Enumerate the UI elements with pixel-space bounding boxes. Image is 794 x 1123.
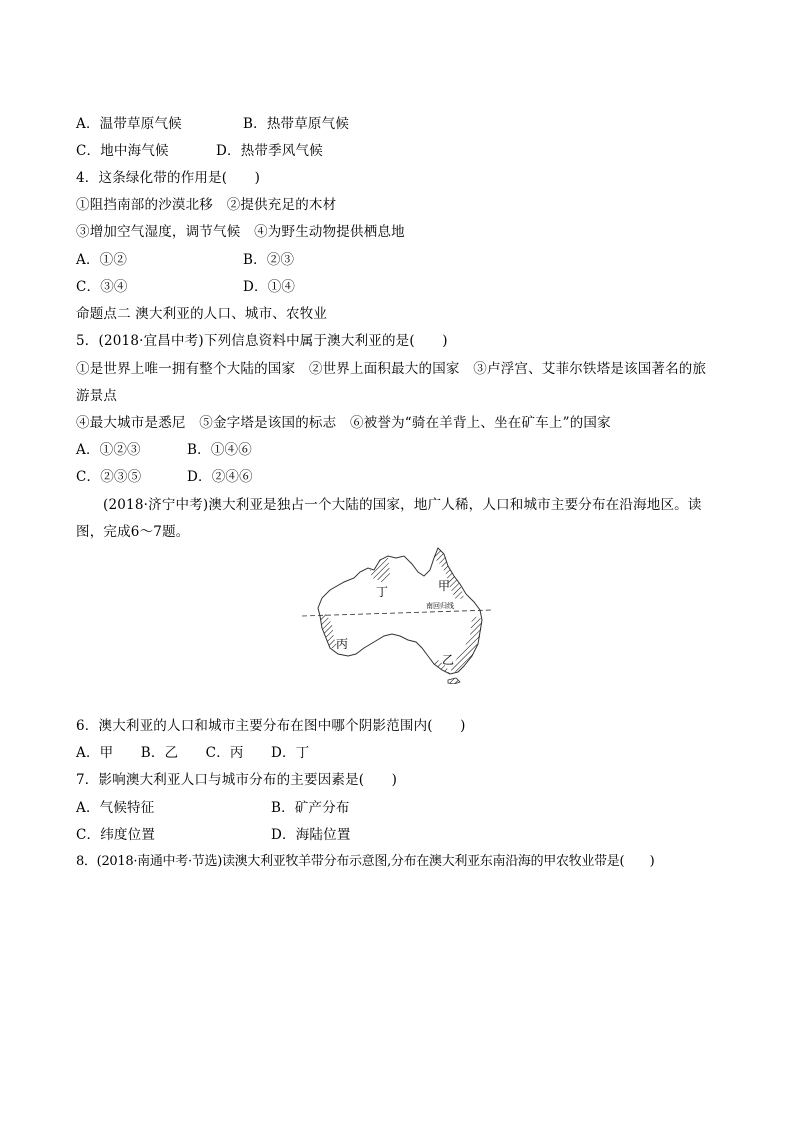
- q5-option-d[interactable]: D．②④⑥: [187, 469, 253, 485]
- section2-title: 命题点二 澳大利亚的人口、城市、农牧业: [76, 306, 328, 322]
- q3-option-b[interactable]: B．热带草原气候: [243, 116, 350, 132]
- q4-option-a[interactable]: A．①②: [76, 252, 128, 268]
- q7-stem: 7．影响澳大利亚人口与城市分布的主要因素是( ): [76, 772, 398, 788]
- q5-options-row2: [76, 468, 253, 486]
- q6-options[interactable]: A．甲 B．乙 C．丙 D．丁: [76, 745, 310, 761]
- tasmania-outline: [448, 678, 460, 684]
- q6-stem: 6．澳大利亚的人口和城市主要分布在图中哪个阴影范围内( ): [76, 718, 466, 734]
- label-ding: 丁: [376, 585, 389, 599]
- q4-option-b[interactable]: B．②③: [243, 252, 295, 268]
- q3-option-c[interactable]: C．地中海气候: [76, 143, 169, 159]
- q7-options-row1: [76, 799, 350, 817]
- q7-options-row2: [76, 826, 351, 844]
- q5-option-b[interactable]: B．①④⑥: [187, 442, 252, 458]
- label-jia: 甲: [438, 579, 451, 593]
- q4-statements-2: ③增加空气湿度，调节气候 ④为野生动物提供栖息地: [76, 224, 405, 240]
- q5-stem: 5．(2018·宜昌中考)下列信息资料中属于澳大利亚的是( ): [76, 333, 448, 349]
- intro-6-7-line1: (2018·济宁中考)澳大利亚是独占一个大陆的国家，地广人稀，人口和城市主要分布在沿海地区。读: [103, 497, 702, 513]
- q4-options-row2: [76, 278, 296, 296]
- label-tropic: 南回归线: [426, 602, 454, 610]
- label-bing: 丙: [336, 637, 349, 651]
- q5-statements-2: ④最大城市是悉尼 ⑤金字塔是该国的标志 ⑥被誉为“骑在羊背上、坐在矿车上”的国家: [76, 415, 611, 431]
- q3-option-d[interactable]: D．热带季风气候: [216, 143, 323, 159]
- q7-option-c[interactable]: C．纬度位置: [76, 827, 156, 843]
- q4-options-row1: [76, 251, 295, 269]
- q4-stem: 4．这条绿化带的作用是( ): [76, 170, 261, 186]
- q7-option-d[interactable]: D．海陆位置: [271, 827, 351, 843]
- q5-statements-1: ①是世界上唯一拥有整个大陆的国家 ②世界上面积最大的国家 ③卢浮宫、艾菲尔铁塔是该国著名的旅: [76, 361, 707, 377]
- australia-map: [300, 544, 492, 684]
- q4-statements-1: ①阻挡南部的沙漠北移 ②提供充足的木材: [76, 197, 337, 213]
- q3-options-row2: [76, 142, 323, 160]
- q5-statements-1-cont: 游景点: [76, 388, 118, 404]
- label-yi: 乙: [442, 653, 455, 667]
- q4-option-d[interactable]: D．①④: [243, 279, 296, 295]
- q8-stem: 8．(2018·南通中考·节选)读澳大利亚牧羊带分布示意图,分布在澳大利亚东南沿海的甲农牧业带是( ): [76, 854, 655, 869]
- q5-options-row1: [76, 441, 252, 459]
- q3-option-a[interactable]: A．温带草原气候: [76, 116, 182, 132]
- q3-options-row1: [76, 115, 350, 133]
- q7-option-a[interactable]: A．气候特征: [76, 800, 155, 816]
- australia-map-svg: [300, 544, 492, 684]
- intro-6-7-line2: 图，完成6～7题。: [76, 524, 190, 540]
- q5-option-a[interactable]: A．①②③: [76, 442, 141, 458]
- q4-option-c[interactable]: C．③④: [76, 279, 128, 295]
- q5-option-c[interactable]: C．②③⑤: [76, 469, 142, 485]
- q7-option-b[interactable]: B．矿产分布: [271, 800, 350, 816]
